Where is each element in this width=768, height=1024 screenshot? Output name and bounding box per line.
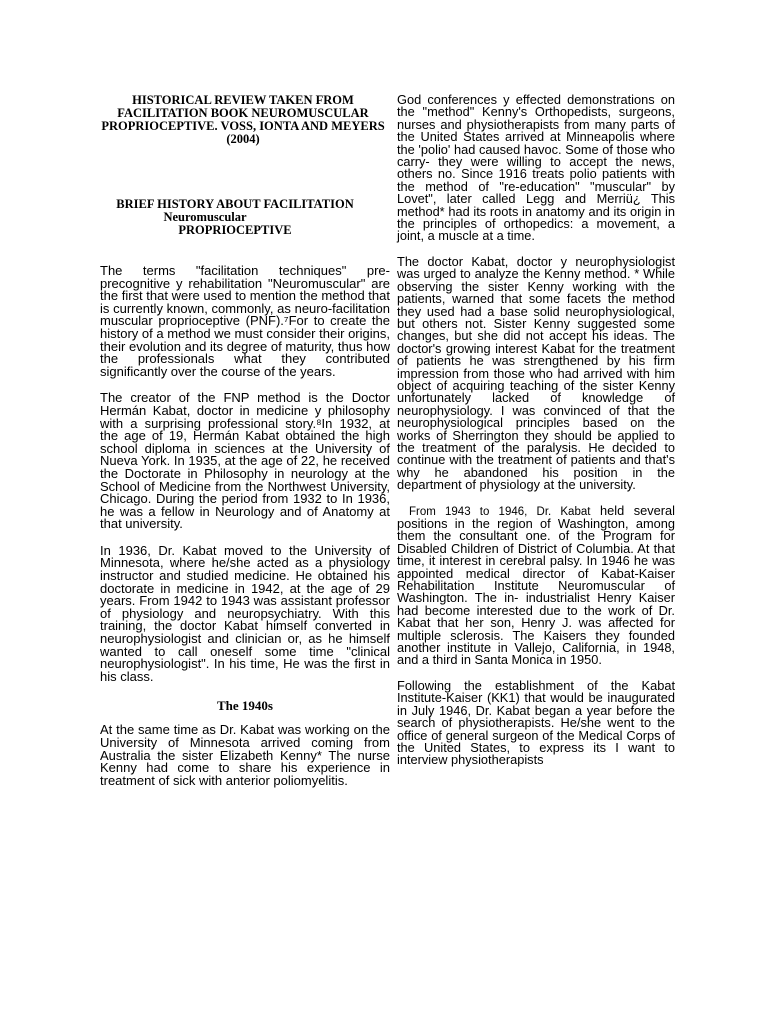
document-title: HISTORICAL REVIEW TAKEN FROM FACILITATION BOOK NEUROMUSCULAR PROPRIOCEPTIVE. VOSS, IONTA AND MEYERS (2004) bbox=[101, 93, 385, 146]
left-paragraph-4: At the same time as Dr. Kabat was working on the University of Minnesota arrived coming from Australia the sister Elizabeth Kenny* The nurse Kenny had come to share his experience in treatment of sick with anterior poliomyelitis. bbox=[100, 722, 390, 788]
left-paragraph-3: In 1936, Dr. Kabat moved to the University of Minnesota, where he/she acted as a physiology instructor and studied medicine. He obtained his doctorate in medicine in 1942, at the age of 29 years. From 1942 to 1943 was assistant professor of physiology and neuropsychiatry. With this training, the doctor Kabat himself converted in neurophysiologist and clinician or, as he himself wanted to call oneself some time "clinical neurophysiologist". In his time, He was the first in his class. bbox=[100, 542, 390, 684]
right-paragraph-1: God conferences y effected demonstrations on the "method" Kenny's Orthopedists, surgeons, nurses and physiotherapists from many parts of the United States arrived at Minneapolis where the 'polio' had caused havoc. Some of those who carry- they were willing to accept the news, others no. Since 1916 treats polio patients with the method of "re-education" "muscular" by Lovet", later called Legg and Merriü¿ This method* had its roots in anatomy and its origin in the principles of orthopedics: a movement, a joint, a muscle at a time. bbox=[397, 92, 675, 244]
brief-heading-line-3: PROPRIOCEPTIVE bbox=[178, 223, 292, 237]
left-paragraph-1: The terms "facilitation techniques" pre-precognitive y rehabilitation "Neuromuscular" are the first that were used to mention the method that is currently known, commonly, as neuro-facilitation muscular proprioceptive (PNF).⁷For to create the history of a method we must consider their origins, their evolution and its degree of maturity, thus how the professionals what they contributed significantly over the course of the years. bbox=[100, 263, 390, 379]
right-column bbox=[397, 94, 675, 767]
section-heading-1940s: The 1940s bbox=[217, 698, 273, 714]
right-paragraph-2: The doctor Kabat, doctor y neurophysiologist was urged to analyze the Kenny method. * While observing the sister Kenny working with the patients, warned that some facets the method they used had a base solid neurophysiological, but others not. Sister Kenny suggested some changes, but she did not accept his ideas. The doctor's growing interest Kabat for the treatment of patients he was strengthened by his firm impression from those who had arrived with him object of acquiring teaching of the sister Kenny unfortunately lacked of knowledge of neurophysiology. I was convinced of that the neurophysiological principles based on the works of Sherrington they should be applied to the treatment of the paralysis. He decided to continue with the treatment of patients and that's why he abandoned his position in the department of physiology at the university. bbox=[397, 253, 675, 493]
right-paragraph-4: Following the establishment of the Kabat Institute-Kaiser (KK1) that would be inaugurated in July 1946, Dr. Kabat began a year before the search of physiotherapists. He/she went to the office of general surgeon of the Medical Corps of the United States, to express its I want to interview physiotherapists bbox=[397, 677, 675, 768]
right-paragraph-3-block bbox=[397, 502, 675, 668]
left-column bbox=[100, 94, 390, 787]
right-paragraph-3-lead: From 1943 to 1946, Dr. Kabat bbox=[409, 505, 591, 518]
brief-heading-line-2: Neuromuscular bbox=[163, 210, 247, 224]
brief-heading-line-1: BRIEF HISTORY ABOUT FACILITATION bbox=[116, 197, 354, 211]
left-paragraph-2: The creator of the FNP method is the Doctor Hermán Kabat, doctor in medicine y philosophy with a surprising professional story.⁸In 1932, at the age of 19, Hermán Kabat obtained the high school diploma in sciences at the University of Nueva York. In 1935, at the age of 22, he received the Doctorate in Philosophy in neurology at the School of Medicine from the Northwest University, Chicago. During the period from 1932 to In 1936, he was a fellow in Neurology and of Anatomy at that university. bbox=[100, 390, 390, 532]
right-paragraph-3-body: held several positions in the region of Washington, among them the consultant one. of the Program for Disabled Children of District of Columbia. At that time, it interest in cerebral palsy. In 1946 he was appointed medical director of Kabat-Kaiser Rehabilitation Institute Neuromuscular of Washington. The in- industrialist Henry Kaiser had become interested due to the work of Dr. Kabat that her son, Henry J. was affected for multiple sclerosis. The Kaisers they founded another institute in Vallejo, California, in 1948, and a third in Santa Monica in 1950. bbox=[397, 502, 675, 668]
section-heading-brief-history bbox=[80, 198, 390, 237]
